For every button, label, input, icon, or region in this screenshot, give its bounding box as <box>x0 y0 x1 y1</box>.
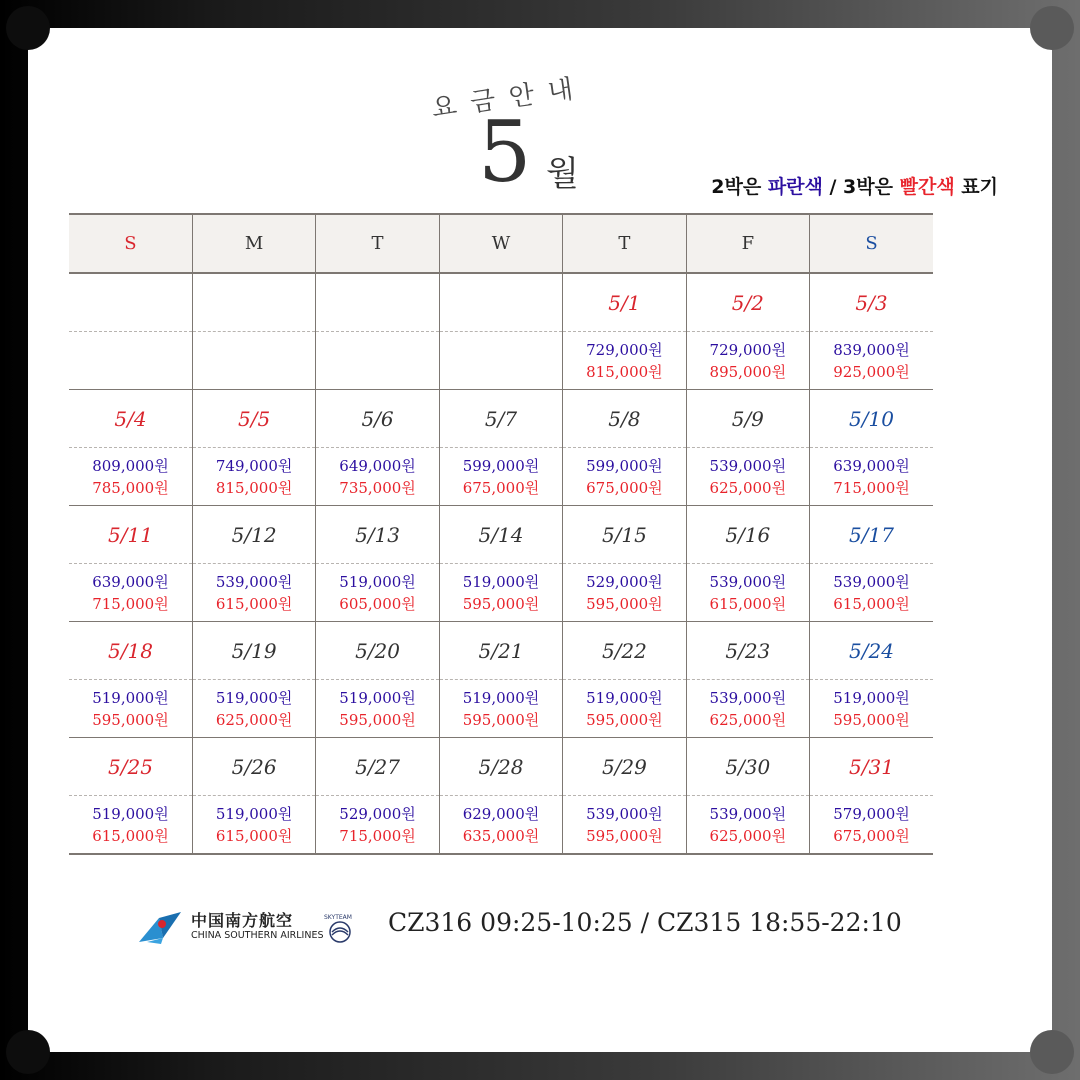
weekday-header: S <box>810 214 933 273</box>
price-row <box>69 796 933 855</box>
price-cell <box>439 796 562 855</box>
corner-notch <box>1030 6 1074 50</box>
three-night-price: 635,000원 <box>462 826 540 845</box>
two-night-price: 539,000원 <box>709 572 787 591</box>
two-night-price: 599,000원 <box>462 456 540 475</box>
three-night-price: 615,000원 <box>215 594 293 613</box>
date-cell: 5/10 <box>810 390 933 448</box>
price-row <box>69 332 933 390</box>
date-cell: 5/14 <box>439 506 562 564</box>
three-night-price: 595,000원 <box>462 594 540 613</box>
date-row <box>69 273 933 332</box>
date-cell: 5/25 <box>69 738 192 796</box>
date-cell: 5/1 <box>563 273 686 332</box>
two-night-price: 729,000원 <box>709 340 787 359</box>
two-night-price: 539,000원 <box>709 688 787 707</box>
price-cell <box>563 796 686 855</box>
legend-text: 표기 <box>954 176 998 198</box>
three-night-price: 815,000원 <box>215 478 293 497</box>
three-night-price: 715,000원 <box>339 826 416 845</box>
price-cell <box>192 564 315 622</box>
two-night-price: 809,000원 <box>92 456 169 475</box>
price-cell <box>686 332 809 390</box>
price-cell <box>69 448 192 506</box>
two-night-price: 539,000원 <box>709 456 787 475</box>
price-cell <box>316 448 439 506</box>
price-cell <box>192 332 315 390</box>
two-night-price: 519,000원 <box>339 572 416 591</box>
three-night-price: 595,000원 <box>586 710 663 729</box>
date-cell: 5/15 <box>563 506 686 564</box>
three-night-price: 785,000원 <box>92 478 169 497</box>
three-night-price: 815,000원 <box>586 362 663 381</box>
two-night-price: 639,000원 <box>92 572 169 591</box>
airline-logo <box>137 906 357 950</box>
month-word: 월 <box>546 154 579 194</box>
price-cell <box>810 332 933 390</box>
weekday-header: F <box>686 214 809 273</box>
two-night-price: 539,000원 <box>709 804 787 823</box>
three-night-price: 605,000원 <box>339 594 416 613</box>
date-row <box>69 622 933 680</box>
two-night-price: 519,000원 <box>462 572 540 591</box>
two-night-price: 539,000원 <box>586 804 663 823</box>
flight-schedule: CZ316 09:25-10:25 / CZ315 18:55-22:10 <box>388 908 902 937</box>
two-night-price: 539,000원 <box>833 572 910 591</box>
date-cell: 5/29 <box>563 738 686 796</box>
price-cell <box>192 448 315 506</box>
price-cell <box>439 448 562 506</box>
two-night-price: 519,000원 <box>92 804 169 823</box>
two-night-price: 519,000원 <box>339 688 416 707</box>
date-cell: 5/16 <box>686 506 809 564</box>
legend-text: 2박은 <box>711 176 768 198</box>
skyteam-logo-text: SKYTEAM <box>324 914 352 921</box>
airline-name-en: CHINA SOUTHERN AIRLINES <box>191 930 324 941</box>
three-night-price: 925,000원 <box>833 362 910 381</box>
weekday-header-row <box>69 214 933 273</box>
date-cell: 5/28 <box>439 738 562 796</box>
date-cell: 5/24 <box>810 622 933 680</box>
price-cell <box>810 796 933 855</box>
weekday-header: T <box>316 214 439 273</box>
date-cell: 5/8 <box>563 390 686 448</box>
kapok-flower-logo-icon <box>137 908 181 944</box>
two-night-price: 649,000원 <box>339 456 416 475</box>
price-calendar <box>69 213 933 855</box>
date-cell: 5/5 <box>192 390 315 448</box>
three-night-price: 675,000원 <box>462 478 540 497</box>
price-cell <box>563 680 686 738</box>
three-night-price: 625,000원 <box>709 710 787 729</box>
date-cell <box>316 273 439 332</box>
corner-notch <box>6 1030 50 1074</box>
two-night-price: 519,000원 <box>215 804 293 823</box>
corner-notch <box>1030 1030 1074 1074</box>
three-night-price: 615,000원 <box>215 826 293 845</box>
date-cell: 5/2 <box>686 273 809 332</box>
price-cell <box>192 680 315 738</box>
two-night-price: 599,000원 <box>586 456 663 475</box>
three-night-price: 615,000원 <box>92 826 169 845</box>
two-night-price: 629,000원 <box>462 804 540 823</box>
price-cell <box>686 796 809 855</box>
date-cell: 5/20 <box>316 622 439 680</box>
two-night-price: 519,000원 <box>92 688 169 707</box>
color-legend <box>711 172 998 199</box>
date-cell: 5/23 <box>686 622 809 680</box>
date-row <box>69 738 933 796</box>
three-night-price: 625,000원 <box>709 478 787 497</box>
three-night-price: 625,000원 <box>709 826 787 845</box>
three-night-price: 675,000원 <box>833 826 910 845</box>
date-cell: 5/27 <box>316 738 439 796</box>
three-night-price: 675,000원 <box>586 478 663 497</box>
price-cell <box>439 564 562 622</box>
price-cell <box>69 564 192 622</box>
month-number: 5 <box>478 103 532 201</box>
date-cell: 5/30 <box>686 738 809 796</box>
two-night-price: 529,000원 <box>586 572 663 591</box>
date-cell: 5/17 <box>810 506 933 564</box>
date-cell: 5/31 <box>810 738 933 796</box>
price-cell <box>686 448 809 506</box>
price-cell <box>686 680 809 738</box>
three-night-price: 595,000원 <box>462 710 540 729</box>
price-cell <box>316 332 439 390</box>
price-cell <box>439 680 562 738</box>
price-cell <box>439 332 562 390</box>
three-night-price: 715,000원 <box>92 594 169 613</box>
date-cell: 5/11 <box>69 506 192 564</box>
date-cell <box>69 273 192 332</box>
weekday-header: M <box>192 214 315 273</box>
three-night-price: 595,000원 <box>339 710 416 729</box>
price-cell <box>69 680 192 738</box>
two-night-price: 519,000원 <box>215 688 293 707</box>
price-cell <box>69 796 192 855</box>
two-night-price: 519,000원 <box>462 688 540 707</box>
date-cell: 5/19 <box>192 622 315 680</box>
date-cell: 5/6 <box>316 390 439 448</box>
weekday-header: T <box>563 214 686 273</box>
date-cell: 5/13 <box>316 506 439 564</box>
date-cell: 5/7 <box>439 390 562 448</box>
price-row <box>69 564 933 622</box>
legend-text: / 3박은 <box>822 176 900 198</box>
date-row <box>69 390 933 448</box>
price-row <box>69 680 933 738</box>
weekday-header: W <box>439 214 562 273</box>
date-row <box>69 506 933 564</box>
two-night-price: 539,000원 <box>215 572 293 591</box>
price-cell <box>810 564 933 622</box>
three-night-price: 735,000원 <box>339 478 416 497</box>
two-night-price: 839,000원 <box>833 340 910 359</box>
date-cell <box>439 273 562 332</box>
price-cell <box>192 796 315 855</box>
price-cell <box>563 332 686 390</box>
date-cell: 5/22 <box>563 622 686 680</box>
airline-name-cn: 中国南方航空 <box>191 911 294 930</box>
price-cell <box>686 564 809 622</box>
two-night-price: 529,000원 <box>339 804 416 823</box>
date-cell: 5/3 <box>810 273 933 332</box>
skyteam-logo-icon <box>322 910 358 946</box>
date-cell <box>192 273 315 332</box>
two-night-price: 729,000원 <box>586 340 663 359</box>
three-night-price: 615,000원 <box>709 594 787 613</box>
date-cell: 5/9 <box>686 390 809 448</box>
three-night-price: 625,000원 <box>215 710 293 729</box>
page-subtitle: 요금안내 <box>429 72 589 125</box>
price-cell <box>316 564 439 622</box>
weekday-header: S <box>69 214 192 273</box>
price-cell <box>69 332 192 390</box>
three-night-price: 595,000원 <box>92 710 169 729</box>
two-night-price: 519,000원 <box>586 688 663 707</box>
three-night-price: 615,000원 <box>833 594 910 613</box>
two-night-price: 579,000원 <box>833 804 910 823</box>
price-cell <box>563 564 686 622</box>
three-night-price: 595,000원 <box>833 710 910 729</box>
price-cell <box>810 448 933 506</box>
price-cell <box>316 796 439 855</box>
price-row <box>69 448 933 506</box>
three-night-price: 595,000원 <box>586 826 663 845</box>
price-cell <box>316 680 439 738</box>
date-cell: 5/18 <box>69 622 192 680</box>
two-night-price: 519,000원 <box>833 688 910 707</box>
date-cell: 5/26 <box>192 738 315 796</box>
three-night-price: 595,000원 <box>586 594 663 613</box>
date-cell: 5/4 <box>69 390 192 448</box>
corner-notch <box>6 6 50 50</box>
three-night-price: 895,000원 <box>709 362 787 381</box>
date-cell: 5/21 <box>439 622 562 680</box>
three-night-price: 715,000원 <box>833 478 910 497</box>
price-cell <box>810 680 933 738</box>
two-night-price: 749,000원 <box>215 456 293 475</box>
legend-red-word: 빨간색 <box>899 176 955 198</box>
date-cell: 5/12 <box>192 506 315 564</box>
two-night-price: 639,000원 <box>833 456 910 475</box>
price-cell <box>563 448 686 506</box>
legend-blue-word: 파란색 <box>767 176 823 198</box>
